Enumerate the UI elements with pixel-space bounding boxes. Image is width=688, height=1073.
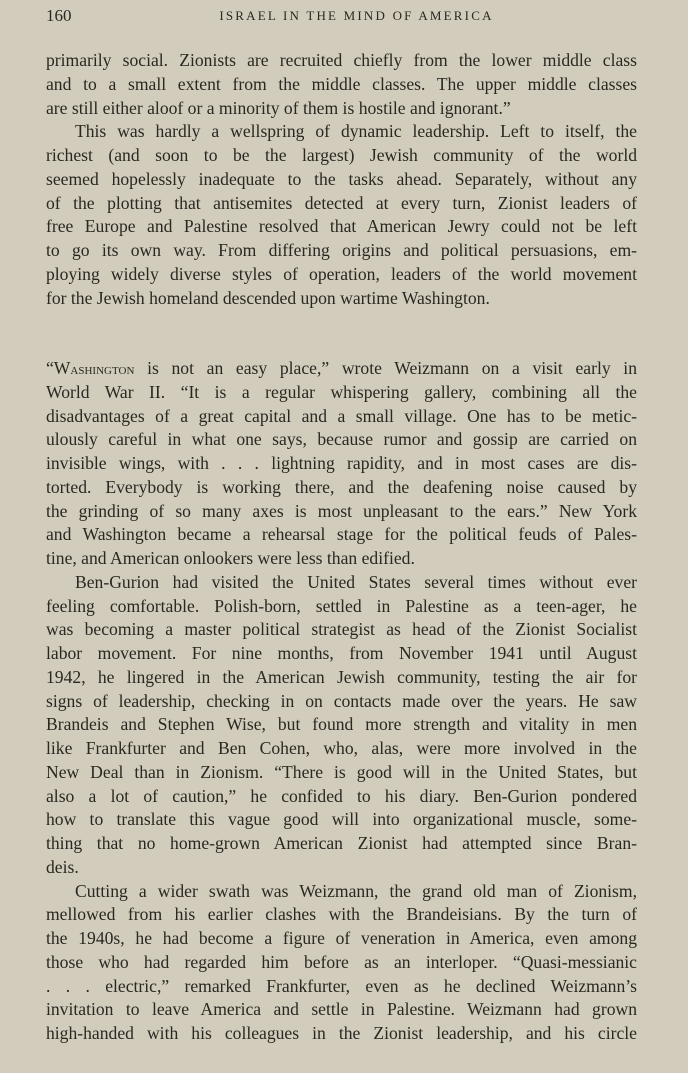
text-line: Brandeis and Stephen Wise, but found more strength and vitality in men <box>46 714 637 735</box>
text-line: . . . electric,” remarked Frankfurter, even as he declined Weizmann’s <box>46 975 637 996</box>
running-title: ISRAEL IN THE MIND OF AMERICA <box>219 8 494 23</box>
text-line: disadvantages of a great capital and a small village. One has to be metic- <box>46 405 637 426</box>
paragraph <box>46 49 637 120</box>
text-line: the grinding of so many axes is most unpleasant to the ears.” New York <box>46 500 637 521</box>
paragraph <box>46 381 637 571</box>
text-line: how to translate this vague good will into organizational muscle, some- <box>46 809 637 830</box>
text-line: signs of leadership, checking in on contacts made over the years. He saw <box>46 690 637 711</box>
text-line: richest (and soon to be the largest) Jewish community of the world <box>46 145 637 165</box>
text-line: and Washington became a rehearsal stage for the political feuds of Pales- <box>46 524 637 545</box>
text-line: invisible wings, with . . . lightning rapidity, and in most cases are dis- <box>46 453 637 473</box>
text-line: invitation to leave America and settle in Palestine. Weizmann had grown <box>46 999 637 1020</box>
text-line: ploying widely diverse styles of operation, leaders of the world movement <box>46 263 637 284</box>
paragraph <box>46 120 637 310</box>
text-line: like Frankfurter and Ben Cohen, who, alas, were more involved in the <box>46 738 637 758</box>
text-line: are still either aloof or a minority of them is hostile and ignorant.” <box>46 97 511 118</box>
section-opening-line <box>46 357 637 381</box>
text-line: New Deal than in Zionism. “There is good will in the United States, but <box>46 761 637 782</box>
text-line: the 1940s, he had become a figure of veneration in America, even among <box>46 928 637 948</box>
text-line: free Europe and Palestine resolved that American Jewry could not be left <box>46 216 637 237</box>
opening-initial: “W <box>46 358 71 378</box>
text-line: deis. <box>46 856 79 877</box>
text-line: mellowed from his earlier clashes with the Brandeisians. By the turn of <box>46 904 637 925</box>
text-line: labor movement. For nine months, from November 1941 until August <box>46 643 637 663</box>
text-line: torted. Everybody is working there, and the deafening noise caused by <box>46 476 637 497</box>
page-number: 160 <box>46 6 72 25</box>
paragraph <box>46 571 637 880</box>
text-line: for the Jewish homeland descended upon wartime Washington. <box>46 287 490 308</box>
text-line: to go its own way. From differing origins and political persuasions, em- <box>46 240 637 260</box>
paragraph <box>46 880 637 1046</box>
section-2-text <box>46 357 637 1046</box>
text-line: Ben-Gurion had visited the United States several times without ever <box>75 571 637 592</box>
text-line: This was hardly a wellspring of dynamic leadership. Left to itself, the <box>75 121 637 142</box>
text-line: 1942, he lingered in the American Jewish community, testing the air for <box>46 666 637 687</box>
text-line: ulously careful in what one says, because rumor and gossip are carried on <box>46 429 637 450</box>
text-line: of the plotting that antisemites detected at every turn, Zionist leaders of <box>46 192 637 213</box>
text-line: Cutting a wider swath was Weizmann, the grand old man of Zionism, <box>75 880 637 901</box>
text-line: feeling comfortable. Polish-born, settled in Palestine as a teen-ager, he <box>46 595 637 616</box>
opening-small-caps: ashington <box>70 361 135 378</box>
text-line: also a lot of caution,” he confided to his diary. Ben-Gurion pondered <box>46 785 637 806</box>
text-line: was becoming a master political strategist as head of the Zionist Socialist <box>46 619 637 640</box>
text-line: primarily social. Zionists are recruited chiefly from the lower middle class <box>46 50 637 70</box>
running-head <box>46 6 637 30</box>
text-line: those who had regarded him before as an interloper. “Quasi-messianic <box>46 951 637 972</box>
text-line: and to a small extent from the middle classes. The upper middle classes <box>46 73 637 94</box>
text-line: tine, and American onlookers were less than edified. <box>46 548 415 568</box>
section-1-text <box>46 49 637 310</box>
text-line: World War II. “It is a regular whispering gallery, combining all the <box>46 381 637 402</box>
text-line: high-handed with his colleagues in the Zionist leadership, and his circle <box>46 1023 637 1043</box>
text-line: seemed hopelessly inadequate to the tasks ahead. Separately, without any <box>46 168 637 189</box>
text-line: thing that no home-grown American Zionist had attempted since Bran- <box>46 833 637 853</box>
opening-rest: is not an easy place,” wrote Weizmann on a visit early in <box>134 358 637 378</box>
